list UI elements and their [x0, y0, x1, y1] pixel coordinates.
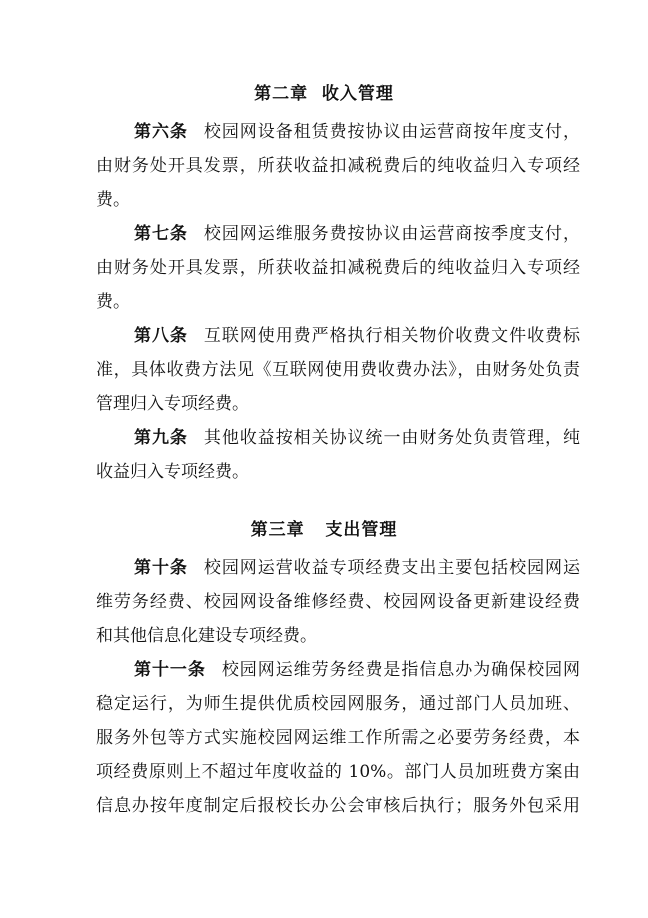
- article-label: 第十条: [134, 558, 188, 578]
- article-6-line-3: 费。: [96, 190, 130, 210]
- chapter-3-title: 第三章 支出管理: [250, 520, 398, 540]
- article-11-line-5: 信息办按年度制定后报校长办公会审核后执行；服务外包采用: [96, 796, 580, 816]
- article-label: 第十一条: [134, 660, 206, 680]
- article-8-line-3: 管理归入专项经费。: [96, 394, 249, 414]
- article-7-line-1: 第七条 校园网运维服务费按协议由运营商按季度支付，: [134, 224, 581, 244]
- article-7-line-2: 由财务处开具发票，所获收益扣减税费后的纯收益归入专项经: [96, 258, 580, 278]
- chapter-2-title: 第二章 收入管理: [254, 84, 394, 104]
- article-8-line-1: 第八条 互联网使用费严格执行相关物价收费文件收费标: [134, 326, 581, 346]
- article-10-line-1: 第十条 校园网运营收益专项经费支出主要包括校园网运: [134, 558, 581, 578]
- article-6-line-2: 由财务处开具发票，所获收益扣减税费后的纯收益归入专项经: [96, 156, 580, 176]
- article-7-line-3: 费。: [96, 292, 130, 312]
- article-9-line-1: 第九条 其他收益按相关协议统一由财务处负责管理，纯: [134, 428, 581, 448]
- article-11-line-1: 第十一条 校园网运维劳务经费是指信息办为确保校园网: [134, 660, 581, 680]
- article-8-line-2: 准，具体收费方法见《互联网使用费收费办法》，由财务处负责: [96, 360, 580, 380]
- article-9-line-2: 收益归入专项经费。: [96, 462, 249, 482]
- article-label: 第六条: [134, 122, 188, 142]
- article-10-line-2: 维劳务经费、校园网设备维修经费、校园网设备更新建设经费: [96, 592, 580, 612]
- article-11-line-4: 项经费原则上不超过年度收益的 10%。部门人员加班费方案由: [96, 762, 580, 782]
- article-11-line-3: 服务外包等方式实施校园网运维工作所需之必要劳务经费，本: [96, 728, 580, 748]
- article-11-line-2: 稳定运行，为师生提供优质校园网服务，通过部门人员加班、: [96, 694, 580, 714]
- article-label: 第九条: [134, 428, 188, 448]
- article-10-line-3: 和其他信息化建设专项经费。: [96, 626, 317, 646]
- article-6-line-1: 第六条 校园网设备租赁费按协议由运营商按年度支付，: [134, 122, 581, 142]
- article-label: 第八条: [134, 326, 188, 346]
- article-label: 第七条: [134, 224, 188, 244]
